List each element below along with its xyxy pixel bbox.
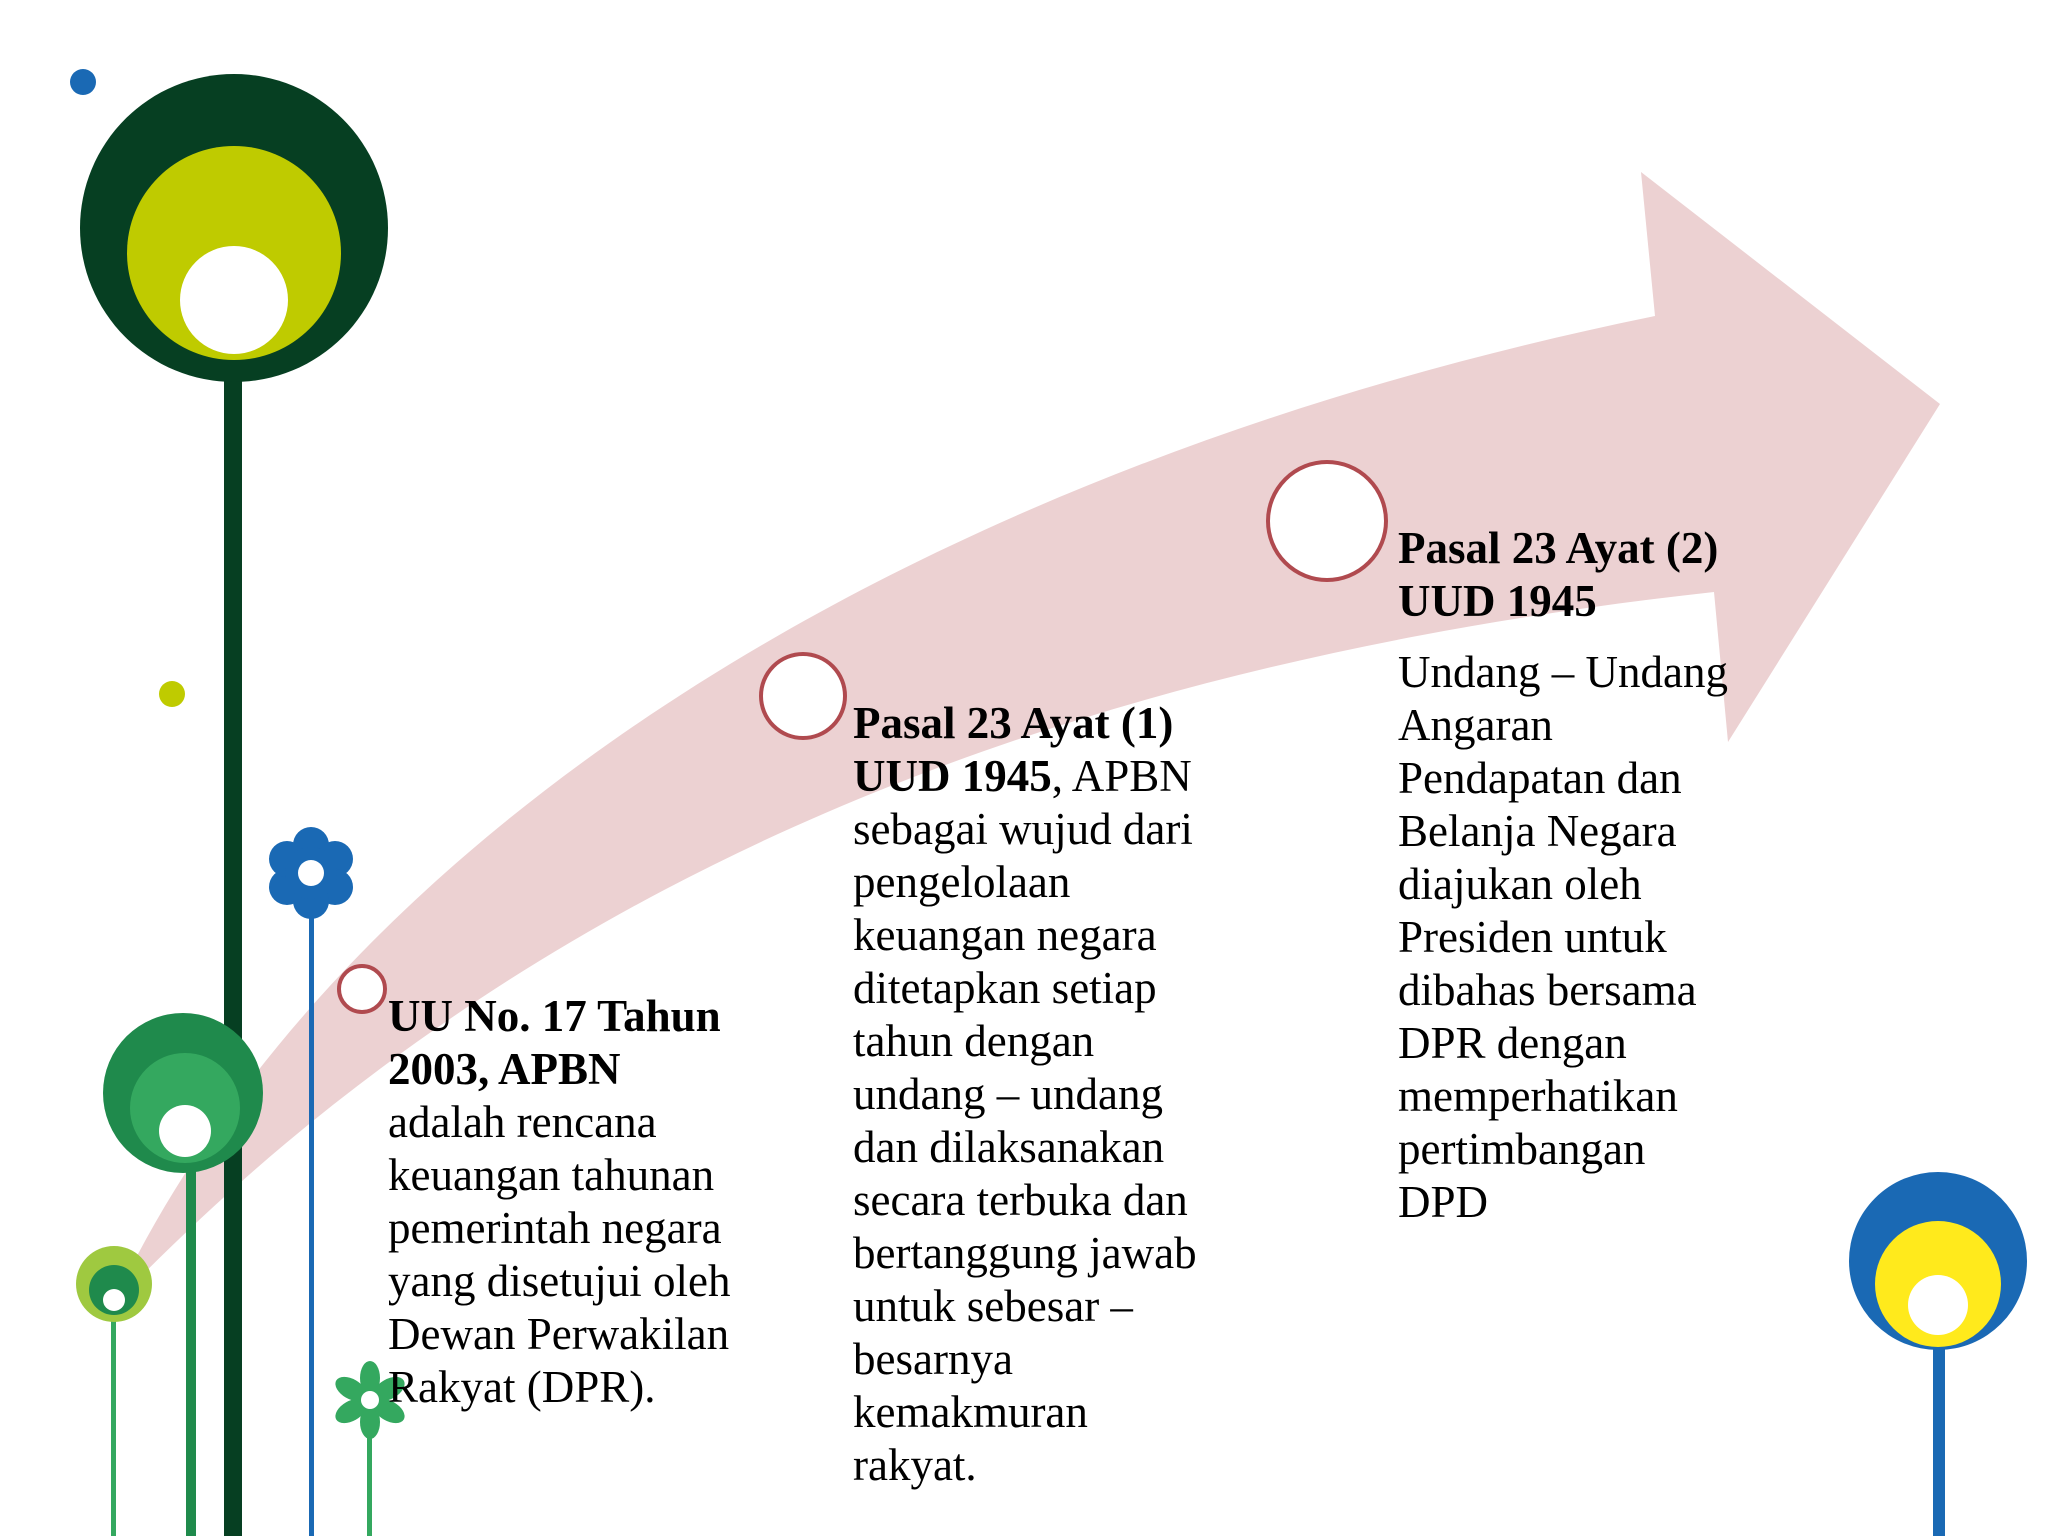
step-3-body-line: diajukan oleh bbox=[1398, 859, 1642, 909]
step-1-body-line: keuangan tahunan bbox=[388, 1150, 715, 1200]
step-1-body-line: Rakyat (DPR). bbox=[388, 1362, 656, 1412]
step-3-text bbox=[1398, 522, 1728, 1229]
flower-blue-icon bbox=[269, 827, 353, 919]
step-3-body-line: DPR dengan bbox=[1398, 1018, 1627, 1068]
step-2-body-line: kemakmuran bbox=[853, 1387, 1088, 1437]
step-2-body bbox=[853, 803, 1197, 1492]
step-2-body-line: sebagai wujud dari bbox=[853, 804, 1193, 854]
step-marker-2 bbox=[761, 654, 845, 738]
step-1-body-line: yang disetujui oleh bbox=[388, 1256, 731, 1306]
step-marker-1 bbox=[339, 966, 385, 1012]
stem-dark bbox=[224, 350, 242, 1536]
step-2-body-line: tahun dengan bbox=[853, 1016, 1095, 1066]
step-2-body-line: pengelolaan bbox=[853, 857, 1071, 907]
step-1-body bbox=[388, 1096, 730, 1414]
step-3-body-line: memperhatikan bbox=[1398, 1071, 1678, 1121]
step-2-body-line: keuangan negara bbox=[853, 910, 1157, 960]
step-3-body-line: Presiden untuk bbox=[1398, 912, 1667, 962]
stem-green bbox=[186, 1120, 196, 1536]
step-1-body-line: adalah rencana bbox=[388, 1097, 657, 1147]
step-3-body-line: Pendapatan dan bbox=[1398, 753, 1682, 803]
step-3-body-line: Belanja Negara bbox=[1398, 806, 1677, 856]
step-1-body-line: Dewan Perwakilan bbox=[388, 1309, 730, 1359]
step-2-body-line: secara terbuka dan bbox=[853, 1175, 1188, 1225]
step-3-title-line-2: UUD 1945 bbox=[1398, 576, 1597, 626]
flower-right-blue-center bbox=[1908, 1275, 1968, 1335]
step-2-text bbox=[853, 697, 1197, 1492]
step-2-title-bold: UUD 1945 bbox=[853, 751, 1052, 801]
step-2-title-line-2 bbox=[853, 750, 1197, 803]
step-2-body-line: besarnya bbox=[853, 1334, 1013, 1384]
step-3-body-line: Angaran bbox=[1398, 700, 1553, 750]
step-3-body bbox=[1398, 646, 1728, 1229]
flower-tail-center bbox=[103, 1289, 125, 1311]
dot-blue bbox=[70, 69, 96, 95]
stem-tail bbox=[111, 1300, 116, 1536]
step-2-body-line: rakyat. bbox=[853, 1440, 977, 1490]
step-marker-3 bbox=[1268, 462, 1386, 580]
step-1-text bbox=[388, 990, 730, 1414]
stem-blue bbox=[309, 900, 314, 1536]
dot-lime bbox=[159, 681, 185, 707]
step-1-title-line-2: 2003, APBN bbox=[388, 1044, 621, 1094]
step-2-body-line: ditetapkan setiap bbox=[853, 963, 1157, 1013]
step-3-body-line: DPD bbox=[1398, 1177, 1489, 1227]
step-3-body-line: pertimbangan bbox=[1398, 1124, 1646, 1174]
step-1-body-line: pemerintah negara bbox=[388, 1203, 722, 1253]
step-2-body-line: untuk sebesar – bbox=[853, 1281, 1133, 1331]
step-2-body-line: dan dilaksanakan bbox=[853, 1122, 1165, 1172]
step-3-title-line-1: Pasal 23 Ayat (2) bbox=[1398, 523, 1719, 573]
step-3-body-line: Undang – Undang bbox=[1398, 647, 1728, 697]
step-2-body-line: bertanggung jawab bbox=[853, 1228, 1197, 1278]
flower-dark-green-center bbox=[180, 246, 288, 354]
stem-right-blue bbox=[1933, 1330, 1945, 1536]
step-2-title-line-1: Pasal 23 Ayat (1) bbox=[853, 698, 1174, 748]
step-2-body-line: undang – undang bbox=[853, 1069, 1163, 1119]
flower-green-center bbox=[159, 1105, 211, 1157]
step-1-title-line-1: UU No. 17 Tahun bbox=[388, 991, 721, 1041]
step-2-title-suffix: , APBN bbox=[1051, 751, 1192, 801]
step-3-body-line: dibahas bersama bbox=[1398, 965, 1697, 1015]
